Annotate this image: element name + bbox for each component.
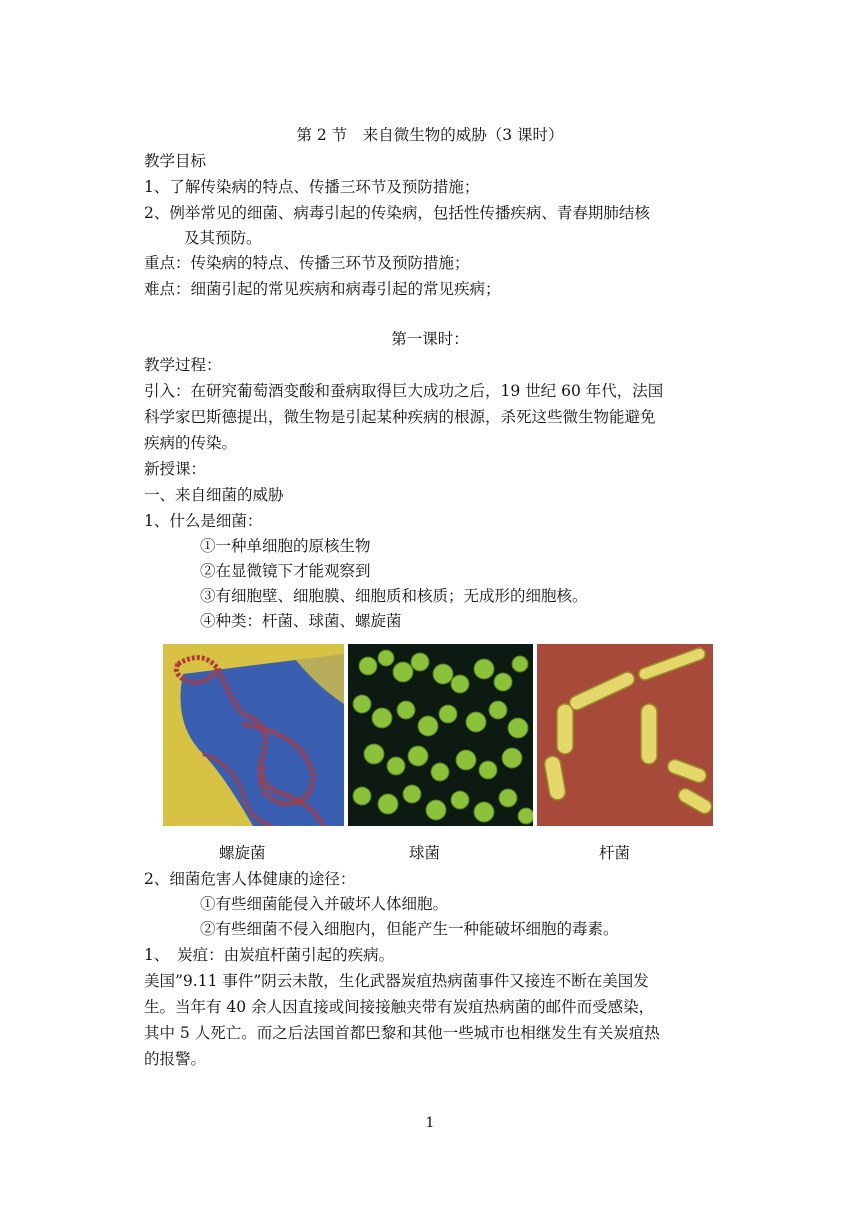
goals-heading: 教学目标 [144,152,207,170]
point-3: ③有细胞壁、细胞膜、细胞质和核质；无成形的细胞核。 [200,587,588,605]
difficulty-point: 难点：细菌引起的常见疾病和病毒引起的常见疾病； [144,280,501,298]
bacteria-figures [163,644,713,826]
goal-2-line-2: 及其预防。 [184,229,262,247]
goal-2-line-1: 2、例举常见的细菌、病毒引起的传染病，包括性传播疾病、青春期肺结核 [144,204,650,222]
point-2: ②在显微镜下才能观察到 [200,562,371,580]
new-lesson-heading: 新授课： [144,460,207,478]
paragraph-line-4: 的报警。 [144,1050,207,1068]
spirillum-image [163,644,344,826]
intro-line-1: 引入：在研究葡萄酒变酸和蚕病取得巨大成功之后，19 世纪 60 年代，法国 [144,382,664,400]
point-4: ④种类：杆菌、球菌、螺旋菌 [200,612,402,630]
intro-line-2: 科学家巴斯德提出，微生物是引起某种疾病的根源，杀死这些微生物能避免 [144,408,656,426]
way-1: ①有些细菌能侵入并破坏人体细胞。 [200,895,449,913]
caption-bacillus: 杆菌 [599,844,631,862]
caption-coccus: 球菌 [409,844,441,862]
question-2: 2、细菌危害人体健康的途径： [144,870,356,888]
question-1: 1、什么是细菌： [144,512,263,530]
section-1-heading: 一、来自细菌的威胁 [144,486,284,504]
way-2: ②有些细菌不侵入细胞内，但能产生一种能破坏细胞的毒素。 [200,920,619,938]
paragraph-line-3: 其中 5 人死亡。而之后法国首都巴黎和其他一些城市也相继发生有关炭疽热 [144,1024,660,1042]
coccus-image [348,644,533,826]
anthrax-heading: 1、 炭疽：由炭疽杆菌引起的疾病。 [144,946,395,964]
process-heading: 教学过程： [144,356,222,374]
intro-line-3: 疾病的传染。 [144,434,238,452]
goal-1: 1、了解传染病的特点、传播三环节及预防措施； [144,178,480,196]
lesson-heading: 第一课时： [391,330,469,348]
page-number: 1 [425,1115,435,1131]
key-point: 重点：传染病的特点、传播三环节及预防措施； [144,254,470,272]
document-title: 第 2 节 来自微生物的威胁（3 课时） [296,126,564,144]
paragraph-line-1: 美国”9.11 事件”阴云未散，生化武器炭疽热病菌事件又接连不断在美国发 [144,972,649,990]
point-1: ①一种单细胞的原核生物 [200,537,371,555]
bacillus-image [537,644,713,826]
paragraph-line-2: 生。当年有 40 余人因直接或间接接触夹带有炭疽热病菌的邮件而受感染， [144,998,655,1016]
caption-spirillum: 螺旋菌 [219,844,266,862]
